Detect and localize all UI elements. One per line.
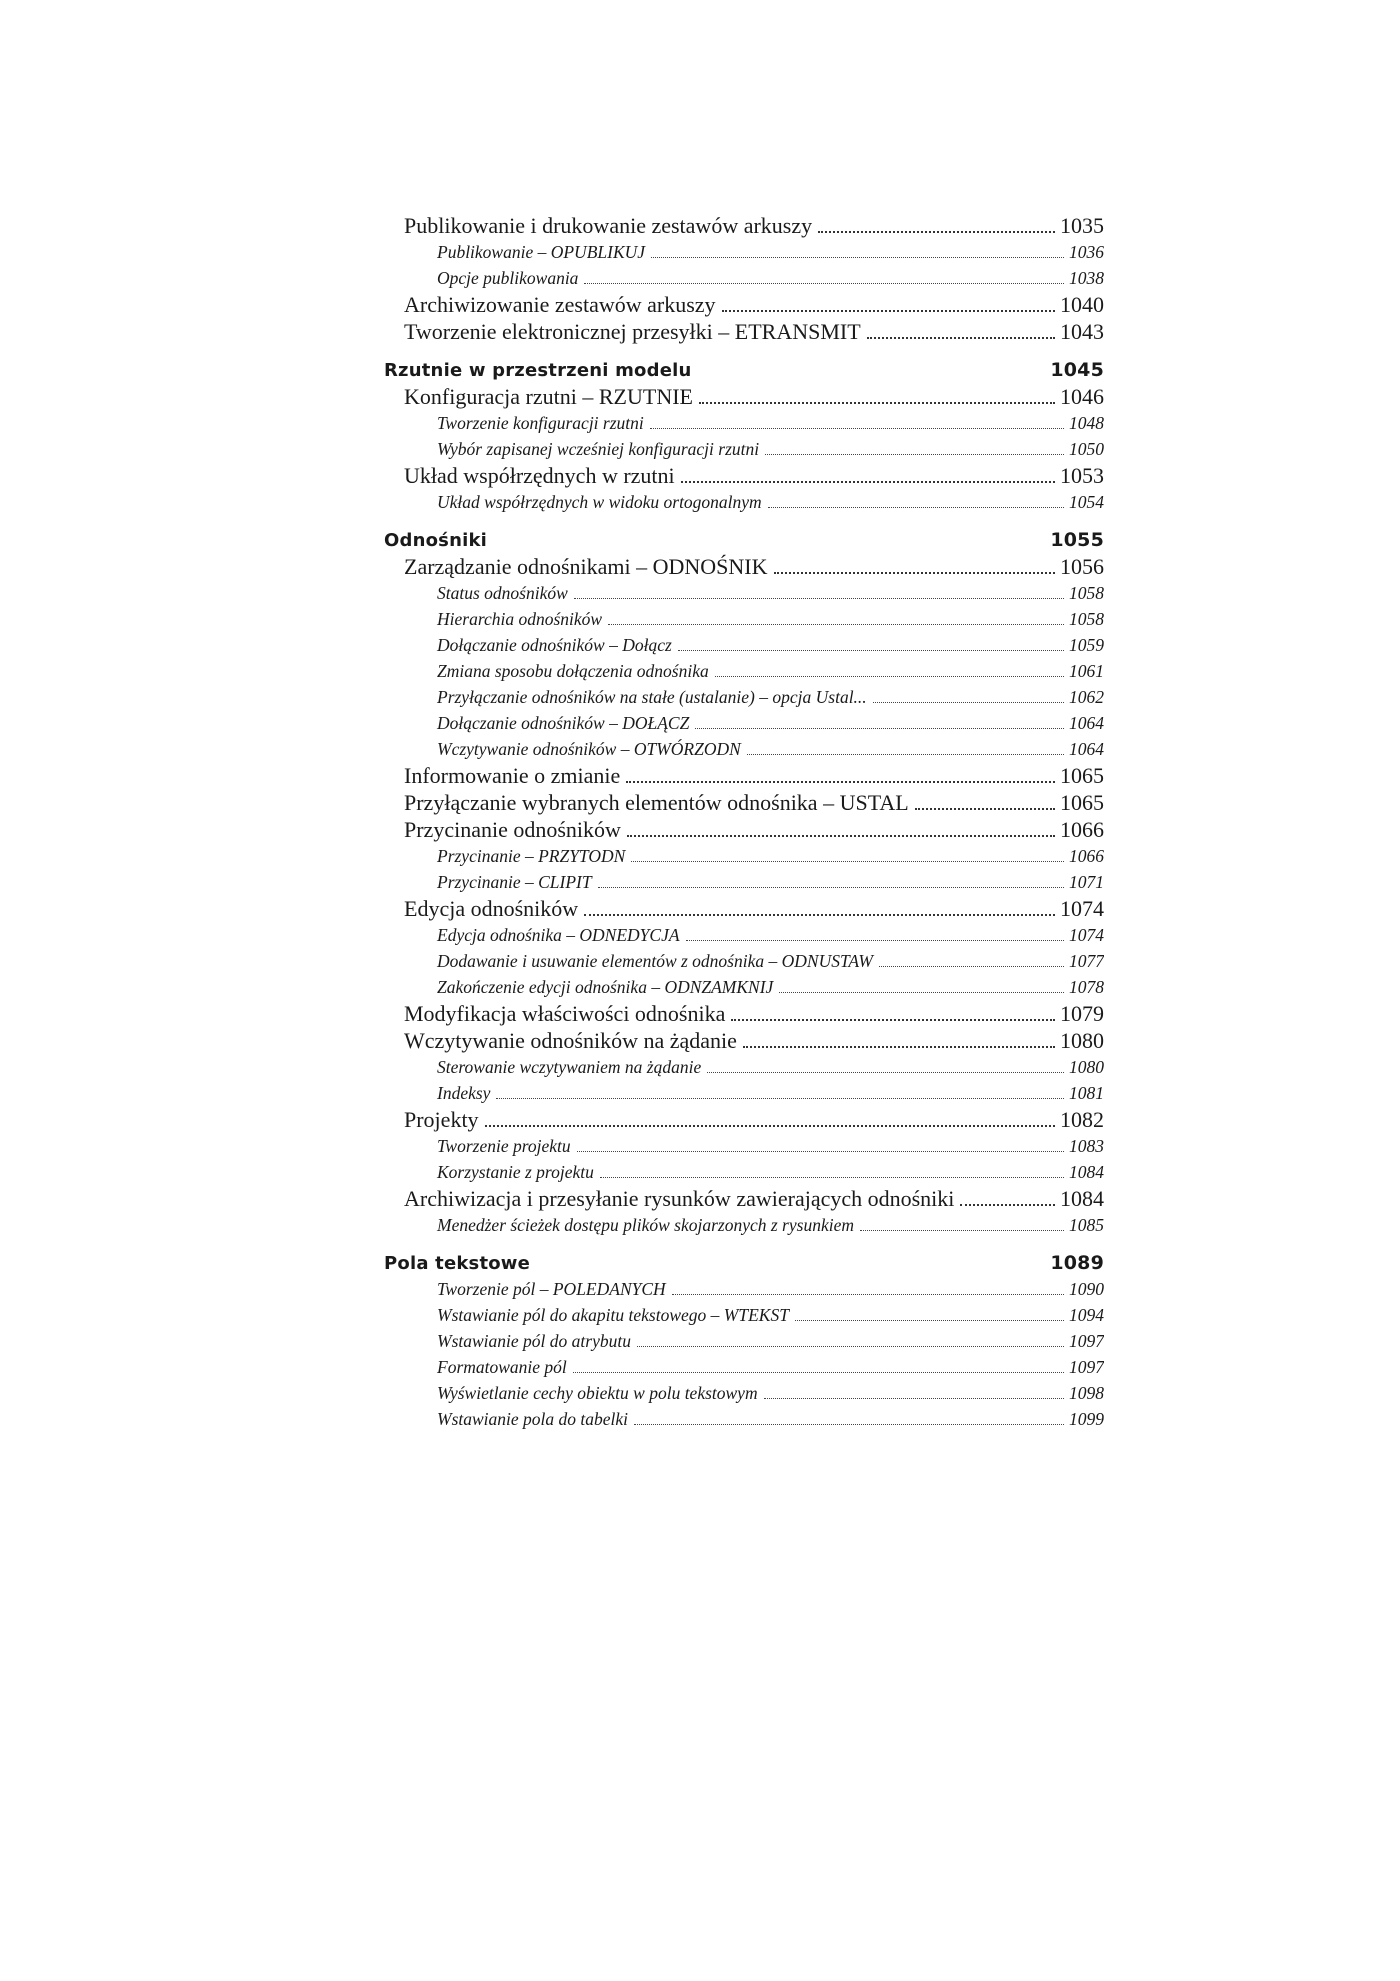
toc-entry-page: 1084 — [1069, 1162, 1104, 1182]
toc-entry-page: 1066 — [1069, 846, 1104, 866]
dot-leader — [879, 965, 1064, 967]
toc-entry-page: 1079 — [1060, 1001, 1104, 1026]
toc-subentry — [384, 606, 1104, 632]
toc-entry — [384, 1185, 1104, 1212]
toc-subentry — [384, 1133, 1104, 1159]
toc-entry — [384, 462, 1104, 489]
toc-entry-page: 1080 — [1069, 1057, 1104, 1077]
toc-entry-page: 1071 — [1069, 872, 1104, 892]
toc-entry-page: 1058 — [1069, 583, 1104, 603]
dot-leader — [574, 597, 1064, 599]
toc-entry-title: Przycinanie – CLIPIT — [437, 872, 592, 892]
dot-leader — [496, 1097, 1064, 1099]
toc-entry — [384, 553, 1104, 580]
toc-entry — [384, 895, 1104, 922]
toc-subentry — [384, 1354, 1104, 1380]
toc-entry-page: 1084 — [1060, 1186, 1104, 1211]
toc-entry-title: Dołączanie odnośników – Dołącz — [437, 635, 672, 655]
toc-entry-page: 1077 — [1069, 951, 1104, 971]
dot-leader — [631, 860, 1064, 862]
toc-entry-page: 1064 — [1069, 713, 1104, 733]
toc-entry-page: 1083 — [1069, 1136, 1104, 1156]
dot-leader — [584, 282, 1064, 284]
toc-entry-title: Projekty — [404, 1107, 479, 1132]
toc-entry — [384, 318, 1104, 345]
toc-entry — [384, 291, 1104, 318]
toc-section-heading — [384, 357, 1104, 383]
toc-subentry — [384, 710, 1104, 736]
toc-subentry — [384, 843, 1104, 869]
toc-subentry — [384, 869, 1104, 895]
toc-entry-title: Tworzenie projektu — [437, 1136, 571, 1156]
toc-subentry — [384, 1302, 1104, 1328]
toc-subentry — [384, 922, 1104, 948]
toc-entry-title: Przyłączanie odnośników na stałe (ustalanie) – opcja Ustal... — [437, 687, 867, 707]
toc-entry-title: Archiwizacja i przesyłanie rysunków zawierających odnośniki — [404, 1186, 955, 1211]
toc-entry-title: Informowanie o zmianie — [404, 763, 621, 788]
toc-entry-page: 1056 — [1060, 554, 1104, 579]
toc-subentry — [384, 948, 1104, 974]
toc-entry-page: 1035 — [1060, 213, 1104, 238]
toc-section-page: 1055 — [1050, 529, 1104, 551]
toc-entry-page: 1050 — [1069, 439, 1104, 459]
toc-entry-page: 1080 — [1060, 1028, 1104, 1053]
dot-leader — [795, 1319, 1064, 1321]
dot-leader — [768, 506, 1064, 508]
dot-leader — [731, 1018, 1055, 1021]
toc-subentry — [384, 436, 1104, 462]
dot-leader — [774, 571, 1055, 574]
dot-leader — [699, 401, 1055, 404]
dot-leader — [573, 1371, 1064, 1373]
toc-entry-title: Dołączanie odnośników – DOŁĄCZ — [437, 713, 690, 733]
toc-entry-page: 1040 — [1060, 292, 1104, 317]
toc-entry-title: Formatowanie pól — [437, 1357, 567, 1377]
toc-entry — [384, 789, 1104, 816]
toc-entry-page: 1066 — [1060, 817, 1104, 842]
toc-entry-page: 1074 — [1060, 896, 1104, 921]
toc-subentry — [384, 1212, 1104, 1238]
toc-entry-page: 1061 — [1069, 661, 1104, 681]
toc-entry-title: Zmiana sposobu dołączenia odnośnika — [437, 661, 709, 681]
toc-entry-title: Wyświetlanie cechy obiektu w polu tekstowym — [437, 1383, 758, 1403]
toc-entry-title: Układ współrzędnych w widoku ortogonalnym — [437, 492, 762, 512]
toc-entry-page: 1097 — [1069, 1357, 1104, 1377]
toc-entry-title: Publikowanie i drukowanie zestawów arkuszy — [404, 213, 813, 238]
dot-leader — [650, 427, 1064, 429]
toc-subentry — [384, 1054, 1104, 1080]
toc-entry-page: 1064 — [1069, 739, 1104, 759]
toc-entry-title: Hierarchia odnośników — [437, 609, 603, 629]
toc-entry-title: Wczytywanie odnośników na żądanie — [404, 1028, 737, 1053]
toc-subentry — [384, 489, 1104, 515]
dot-leader — [867, 336, 1055, 339]
toc-entry-title: Tworzenie pól – POLEDANYCH — [437, 1279, 666, 1299]
toc-entry-page: 1059 — [1069, 635, 1104, 655]
dot-leader — [747, 753, 1064, 755]
dot-leader — [722, 309, 1055, 312]
toc-entry-page: 1065 — [1060, 763, 1104, 788]
toc-entry — [384, 212, 1104, 239]
toc-entry-title: Korzystanie z projektu — [437, 1162, 594, 1182]
dot-leader — [743, 1045, 1055, 1048]
toc-entry-page: 1098 — [1069, 1383, 1104, 1403]
toc-subentry — [384, 632, 1104, 658]
dot-leader — [577, 1150, 1064, 1152]
dot-leader — [598, 886, 1064, 888]
dot-leader — [634, 1423, 1064, 1425]
toc-subentry — [384, 658, 1104, 684]
toc-section-page: 1089 — [1050, 1252, 1104, 1274]
toc-entry-title: Przyłączanie wybranych elementów odnośnika – USTAL — [404, 790, 909, 815]
toc-entry — [384, 383, 1104, 410]
dot-leader — [678, 649, 1064, 651]
toc-entry-title: Konfiguracja rzutni – RZUTNIE — [404, 384, 693, 409]
toc-entry-title: Archiwizowanie zestawów arkuszy — [404, 292, 716, 317]
dot-leader — [765, 453, 1064, 455]
toc-entry-page: 1054 — [1069, 492, 1104, 512]
toc-subentry — [384, 736, 1104, 762]
toc-subentry — [384, 974, 1104, 1000]
toc-entry-title: Przycinanie odnośników — [404, 817, 621, 842]
toc-entry-page: 1036 — [1069, 242, 1104, 262]
toc-entry-title: Wstawianie pól do akapitu tekstowego – WTEKST — [437, 1305, 789, 1325]
toc-entry-page: 1065 — [1060, 790, 1104, 815]
toc-entry-title: Tworzenie elektronicznej przesyłki – ETRANSMIT — [404, 319, 861, 344]
toc-entry — [384, 816, 1104, 843]
dot-leader — [686, 939, 1064, 941]
dot-leader — [485, 1124, 1055, 1127]
toc-entry-title: Układ współrzędnych w rzutni — [404, 463, 675, 488]
dot-leader — [695, 727, 1064, 729]
toc-entry-title: Wybór zapisanej wcześniej konfiguracji rzutni — [437, 439, 760, 459]
toc-entry-page: 1043 — [1060, 319, 1104, 344]
toc-subentry — [384, 410, 1104, 436]
toc-entry-page: 1082 — [1060, 1107, 1104, 1132]
toc-entry-title: Tworzenie konfiguracji rzutni — [437, 413, 644, 433]
toc-entry-title: Dodawanie i usuwanie elementów z odnośnika – ODNUSTAW — [437, 951, 874, 971]
toc-entry-title: Edycja odnośników — [404, 896, 579, 921]
toc-entry-page: 1097 — [1069, 1331, 1104, 1351]
toc-entry-page: 1085 — [1069, 1215, 1104, 1235]
dot-leader — [600, 1176, 1064, 1178]
toc-section-heading — [384, 1250, 1104, 1276]
toc-section-heading — [384, 527, 1104, 553]
toc-subentry — [384, 1406, 1104, 1432]
dot-leader — [860, 1229, 1064, 1231]
toc-entry-title: Modyfikacja właściwości odnośnika — [404, 1001, 726, 1026]
toc-section-title: Pola tekstowe — [384, 1253, 531, 1274]
toc-entry-title: Wstawianie pola do tabelki — [437, 1409, 629, 1429]
toc-entry-page: 1062 — [1069, 687, 1104, 707]
toc-subentry — [384, 1159, 1104, 1185]
toc-entry-page: 1048 — [1069, 413, 1104, 433]
toc-entry — [384, 1027, 1104, 1054]
toc-section-title: Rzutnie w przestrzeni modelu — [384, 360, 692, 381]
toc-entry-page: 1053 — [1060, 463, 1104, 488]
dot-leader — [651, 256, 1064, 258]
toc-subentry — [384, 684, 1104, 710]
toc-entry-page: 1081 — [1069, 1083, 1104, 1103]
toc-entry-page: 1074 — [1069, 925, 1104, 945]
toc-entry-page: 1046 — [1060, 384, 1104, 409]
dot-leader — [626, 780, 1055, 783]
toc-entry-title: Indeksy — [437, 1083, 491, 1103]
toc-entry-title: Wstawianie pól do atrybutu — [437, 1331, 631, 1351]
toc-entry-title: Wczytywanie odnośników – OTWÓRZODN — [437, 739, 741, 759]
dot-leader — [915, 807, 1055, 810]
toc-subentry — [384, 239, 1104, 265]
dot-leader — [873, 701, 1064, 703]
dot-leader — [637, 1345, 1064, 1347]
toc-subentry — [384, 1380, 1104, 1406]
toc-subentry — [384, 1328, 1104, 1354]
toc-entry-title: Przycinanie – PRZYTODN — [437, 846, 626, 866]
toc-section-title: Odnośniki — [384, 530, 488, 551]
toc-entry-page: 1090 — [1069, 1279, 1104, 1299]
dot-leader — [707, 1071, 1064, 1073]
dot-leader — [764, 1397, 1064, 1399]
toc-subentry — [384, 1276, 1104, 1302]
dot-leader — [818, 230, 1055, 233]
toc-entry-title: Sterowanie wczytywaniem na żądanie — [437, 1057, 702, 1077]
toc-entry-title: Status odnośników — [437, 583, 568, 603]
toc-subentry — [384, 1080, 1104, 1106]
dot-leader — [681, 480, 1055, 483]
dot-leader — [608, 623, 1064, 625]
toc-entry-title: Edycja odnośnika – ODNEDYCJA — [437, 925, 680, 945]
toc-entry-title: Zakończenie edycji odnośnika – ODNZAMKNIJ — [437, 977, 774, 997]
toc-entry-title: Zarządzanie odnośnikami – ODNOŚNIK — [404, 554, 768, 579]
toc-entry-title: Publikowanie – OPUBLIKUJ — [437, 242, 646, 262]
dot-leader — [779, 991, 1064, 993]
toc-entry — [384, 1106, 1104, 1133]
toc-entry — [384, 762, 1104, 789]
dot-leader — [672, 1293, 1064, 1295]
toc-entry-title: Menedżer ścieżek dostępu plików skojarzonych z rysunkiem — [437, 1215, 854, 1235]
toc-subentry — [384, 265, 1104, 291]
toc-entry-page: 1094 — [1069, 1305, 1104, 1325]
dot-leader — [584, 913, 1055, 916]
toc-entry-page: 1078 — [1069, 977, 1104, 997]
dot-leader — [960, 1203, 1055, 1206]
dot-leader — [715, 675, 1064, 677]
toc-subentry — [384, 580, 1104, 606]
toc-entry-page: 1038 — [1069, 268, 1104, 288]
dot-leader — [627, 834, 1055, 837]
toc-entry-title: Opcje publikowania — [437, 268, 579, 288]
toc-entry — [384, 1000, 1104, 1027]
toc-entry-page: 1099 — [1069, 1409, 1104, 1429]
table-of-contents — [384, 212, 1104, 1432]
toc-section-page: 1045 — [1050, 359, 1104, 381]
toc-entry-page: 1058 — [1069, 609, 1104, 629]
